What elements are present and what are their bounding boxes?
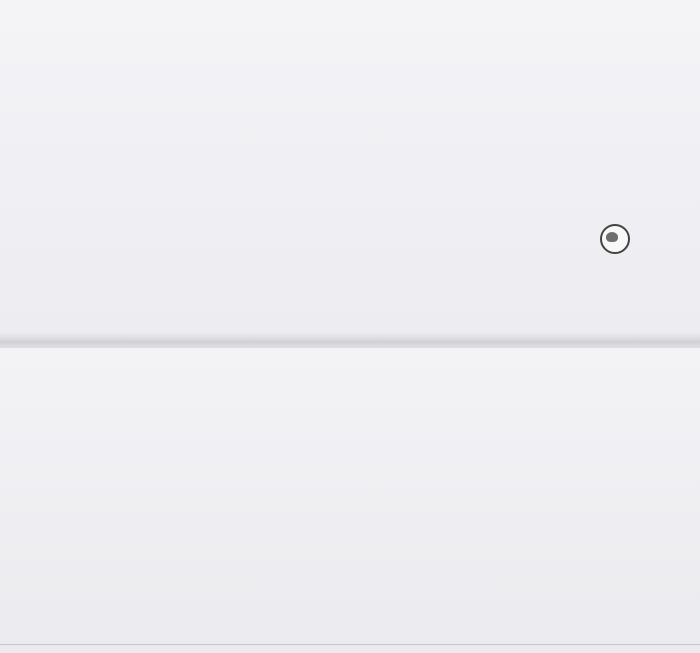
desk-edge	[0, 644, 700, 645]
media-icon	[600, 224, 630, 254]
lower-page	[0, 348, 700, 653]
accounts-list-top	[68, 0, 667, 25]
